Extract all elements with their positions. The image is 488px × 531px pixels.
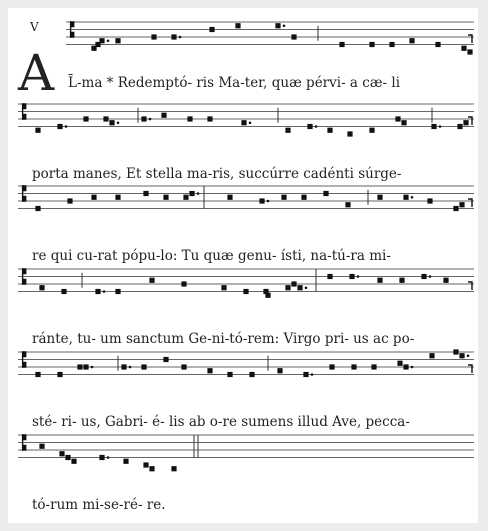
punctum bbox=[377, 195, 382, 200]
punctum bbox=[91, 195, 96, 200]
punctum bbox=[35, 372, 40, 377]
punctum bbox=[403, 364, 408, 369]
punctum bbox=[99, 455, 104, 460]
punctum bbox=[115, 195, 120, 200]
punctum bbox=[443, 278, 448, 283]
mora-dot bbox=[267, 200, 270, 203]
punctum bbox=[303, 372, 308, 377]
custos-icon bbox=[468, 199, 472, 207]
mora-dot bbox=[107, 456, 110, 459]
punctum bbox=[35, 206, 40, 211]
punctum bbox=[161, 113, 166, 118]
custos-icon bbox=[468, 365, 472, 373]
punctum bbox=[209, 27, 214, 32]
punctum bbox=[99, 38, 104, 43]
mora-dot bbox=[129, 366, 132, 369]
punctum bbox=[189, 191, 194, 196]
mora-dot bbox=[311, 373, 314, 376]
punctum bbox=[227, 195, 232, 200]
mora-dot bbox=[249, 121, 252, 124]
punctum bbox=[123, 459, 128, 464]
mora-dot bbox=[103, 290, 106, 293]
punctum bbox=[277, 368, 282, 373]
punctum bbox=[435, 42, 440, 47]
punctum bbox=[421, 274, 426, 279]
mora-dot bbox=[65, 125, 68, 128]
punctum bbox=[401, 120, 406, 125]
punctum bbox=[403, 195, 408, 200]
punctum bbox=[389, 42, 394, 47]
punctum bbox=[183, 195, 188, 200]
punctum bbox=[39, 285, 44, 290]
punctum bbox=[457, 124, 462, 129]
punctum bbox=[339, 42, 344, 47]
punctum bbox=[207, 116, 212, 121]
mora-dot bbox=[411, 366, 414, 369]
punctum bbox=[459, 353, 464, 358]
custos-icon bbox=[468, 282, 472, 290]
initial-letter: A bbox=[18, 44, 55, 102]
mora-dot bbox=[283, 24, 286, 27]
punctum bbox=[291, 281, 296, 286]
punctum bbox=[115, 289, 120, 294]
punctum bbox=[453, 206, 458, 211]
lyric-line-5: sté- ri- us, Gabri- é- lis ab o-re sumens illud Ave, pecca- bbox=[32, 414, 410, 430]
punctum bbox=[307, 124, 312, 129]
mora-dot bbox=[149, 118, 152, 121]
mora-dot bbox=[439, 125, 442, 128]
punctum bbox=[207, 368, 212, 373]
punctum bbox=[429, 353, 434, 358]
punctum bbox=[275, 23, 280, 28]
punctum bbox=[327, 128, 332, 133]
mora-dot bbox=[179, 36, 182, 39]
punctum bbox=[399, 278, 404, 283]
punctum bbox=[121, 364, 126, 369]
punctum bbox=[149, 466, 154, 471]
punctum bbox=[243, 289, 248, 294]
punctum bbox=[409, 38, 414, 43]
mora-dot bbox=[357, 275, 360, 278]
punctum bbox=[265, 293, 270, 298]
mora-dot bbox=[197, 192, 200, 195]
punctum bbox=[149, 278, 154, 283]
punctum bbox=[377, 278, 382, 283]
score-page bbox=[8, 8, 478, 523]
punctum bbox=[351, 364, 356, 369]
punctum bbox=[301, 195, 306, 200]
punctum bbox=[397, 361, 402, 366]
punctum bbox=[141, 116, 146, 121]
punctum bbox=[59, 451, 64, 456]
punctum bbox=[77, 364, 82, 369]
punctum bbox=[453, 349, 458, 354]
punctum bbox=[249, 372, 254, 377]
punctum bbox=[285, 128, 290, 133]
punctum bbox=[163, 357, 168, 362]
punctum bbox=[241, 120, 246, 125]
punctum bbox=[369, 42, 374, 47]
mora-dot bbox=[467, 354, 470, 357]
punctum bbox=[369, 128, 374, 133]
mora-dot bbox=[117, 121, 120, 124]
punctum bbox=[143, 462, 148, 467]
mora-dot bbox=[305, 286, 308, 289]
lyric-line-6: tó-rum mi-se-ré- re. bbox=[32, 497, 166, 513]
punctum bbox=[281, 195, 286, 200]
punctum bbox=[115, 38, 120, 43]
mode-label: V bbox=[30, 20, 39, 34]
punctum bbox=[235, 23, 240, 28]
lyric-line-1: L̄-ma * Redemptó- ris Ma-ter, quæ pérvi- a cæ- li bbox=[68, 75, 401, 91]
punctum bbox=[259, 198, 264, 203]
punctum bbox=[57, 124, 62, 129]
punctum bbox=[395, 116, 400, 121]
punctum bbox=[329, 364, 334, 369]
custos-icon bbox=[468, 35, 472, 43]
lyric-line-4: ránte, tu- um sanctum Ge-ni-tó-rem: Virgo pri- us ac po- bbox=[32, 331, 415, 347]
punctum bbox=[463, 120, 468, 125]
punctum bbox=[171, 34, 176, 39]
punctum bbox=[83, 116, 88, 121]
punctum bbox=[141, 364, 146, 369]
punctum bbox=[65, 455, 70, 460]
punctum bbox=[109, 120, 114, 125]
lyric-line-3: re qui cu-rat pópu-lo: Tu quæ genu- ísti, na-tú-ra mi- bbox=[32, 248, 391, 264]
punctum bbox=[181, 364, 186, 369]
punctum bbox=[71, 459, 76, 464]
mora-dot bbox=[315, 125, 318, 128]
punctum bbox=[285, 285, 290, 290]
punctum bbox=[103, 116, 108, 121]
mora-dot bbox=[107, 39, 110, 42]
punctum bbox=[371, 364, 376, 369]
punctum bbox=[83, 364, 88, 369]
punctum bbox=[151, 34, 156, 39]
punctum bbox=[349, 274, 354, 279]
punctum bbox=[297, 285, 302, 290]
punctum bbox=[467, 49, 472, 54]
lyric-line-2: porta manes, Et stella ma-ris, succúrre cadénti súrge- bbox=[32, 166, 402, 182]
punctum bbox=[345, 202, 350, 207]
mora-dot bbox=[429, 275, 432, 278]
punctum bbox=[459, 202, 464, 207]
punctum bbox=[291, 34, 296, 39]
mora-dot bbox=[411, 196, 414, 199]
punctum bbox=[61, 289, 66, 294]
mora-dot bbox=[91, 366, 94, 369]
punctum bbox=[143, 191, 148, 196]
punctum bbox=[187, 116, 192, 121]
punctum bbox=[427, 198, 432, 203]
punctum bbox=[181, 281, 186, 286]
punctum bbox=[163, 195, 168, 200]
punctum bbox=[171, 466, 176, 471]
punctum bbox=[227, 372, 232, 377]
punctum bbox=[57, 372, 62, 377]
punctum bbox=[35, 128, 40, 133]
punctum bbox=[39, 444, 44, 449]
punctum bbox=[431, 124, 436, 129]
punctum bbox=[323, 191, 328, 196]
punctum bbox=[67, 198, 72, 203]
punctum bbox=[347, 131, 352, 136]
punctum bbox=[95, 289, 100, 294]
punctum bbox=[327, 274, 332, 279]
punctum bbox=[221, 285, 226, 290]
punctum bbox=[461, 46, 466, 51]
